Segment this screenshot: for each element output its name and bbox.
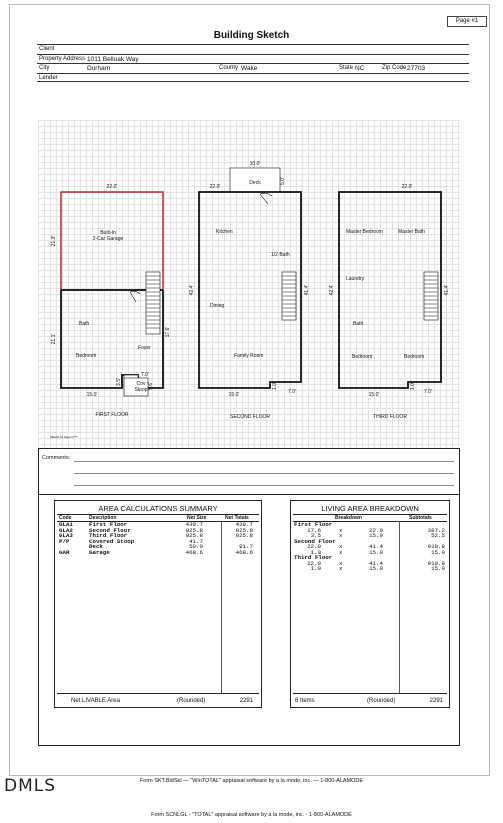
col-subtotals: Subtotals [409,515,432,521]
table-row: Third Floor [294,554,333,561]
page-title: Building Sketch [213,30,290,41]
city-label: City [39,65,50,71]
tf-dim-notch-w: 7.0' [424,389,432,395]
tf-caption: THIRD FLOOR [373,414,407,420]
ff-dim-left-bottom: 21.1' [51,333,57,345]
city-row [37,63,469,73]
floor-plan-sketch [38,120,460,448]
area-calc-title: AREA CALCULATIONS SUMMARY [98,504,218,513]
address-row [37,54,469,64]
sf-dim-notch-w: 7.0' [288,389,296,395]
ff-dim-top: 22.0' [106,184,118,190]
client-label: Client [39,46,55,52]
tf-master-bedroom: Master Bedroom [346,229,383,235]
tf-master-bath: Master Bath [398,229,425,235]
ff-dim-stoop-l: 3.5' [116,378,122,386]
living-area-breakdown [290,500,450,708]
third-floor-stairs [424,272,438,320]
comments-line [74,485,454,486]
sf-half-bath: 1/2 Bath [271,252,290,258]
zip-value: 27703 [407,65,426,72]
footer-rule [293,693,447,694]
address-label: Property Address [39,55,86,62]
sf-dim-right: 41.4' [304,284,310,296]
page-footer: Form SCNLGL - "TOTAL" appraisal software by a la mode, inc. - 1-800-ALAMODE [151,812,352,818]
net-livable-value: 2291 [239,698,253,704]
comments-label: Comments: [42,455,71,461]
table-row: Second Floor [294,537,336,545]
breakdown-total: 2291 [429,698,443,704]
mls-logo: DMLS [4,776,57,796]
ff-dim-left-top: 21.3' [51,235,57,247]
ff-dim-right: 17.6' [165,326,171,338]
col-net-size: Net Size [187,515,207,521]
ff-caption: FIRST FLOOR [95,412,129,418]
sf-dining: Dining [210,303,225,309]
table-row: P/P Covered Stoop 41.7 [59,537,203,545]
page-number: Page #1 [447,16,487,27]
sf-kitchen: Kitchen [216,229,233,235]
sf-caption: SECOND FLOOR [229,414,271,420]
ff-dim-stoop-r: 5.6' [148,382,154,390]
comments-section [38,448,460,496]
ff-garage-label-2: 2-Car Garage [92,236,124,242]
table-row: 22.0 x 41.4 910.8 [307,543,445,550]
first-floor-plan [51,184,171,418]
ff-bath: Bath [79,321,90,327]
sf-dim-deck-side: 5.0' [280,177,286,185]
second-floor-stairs [282,272,296,320]
sf-dim-left: 42.4' [189,284,195,296]
form-footer: Form SKT.BldSkI — "WinTOTAL" appraisal software by a la mode, inc. — 1-800-ALAMODE [139,778,364,784]
tf-bedroom-2: Bedroom [404,354,425,360]
net-livable-rounded: (Rounded) [177,698,206,704]
tf-bath: Bath [353,321,364,327]
county-value: Wake [241,65,258,72]
col-net-totals: Net Totals [225,515,249,521]
city-value: Durham [87,65,111,72]
second-floor-plan [189,161,310,420]
tf-dim-notch-h: 1.0' [410,382,416,390]
living-breakdown-title: LIVING AREA BREAKDOWN [321,504,419,513]
sf-deck: Deck [249,180,261,186]
sf-dim-bottom: 15.0' [228,392,240,398]
tf-laundry: Laundry [346,276,365,282]
county-label: County [219,65,239,71]
footer-rule [57,693,259,694]
area-calculations-summary [54,500,262,708]
table-row: GAR Garage 468.6 468.6 [59,548,253,556]
lender-label: Lender [39,74,58,81]
sketch-credit: Sketch by Apex IV™ [50,435,78,439]
comments-line [74,473,454,474]
table-row: GLA3 Third Floor 925.8 925.8 [59,532,253,539]
first-floor-stairs [146,272,160,334]
sf-dim-notch-h: 1.0' [272,382,278,390]
breakdown-rounded: (Rounded) [367,698,396,704]
zip-label: Zip Code [382,65,407,71]
col-description: Description [89,515,117,521]
table-row: 1.0 x 15.0 15.0 [310,548,445,556]
net-livable-label: Net LIVABLE Area [71,698,120,704]
table-row: First Floor [294,521,333,528]
col-breakdown: Breakdown [335,515,362,521]
ff-garage-label-1: Built-In [100,230,116,236]
table-row: GLA2 Second Floor 925.8 925.8 [59,526,253,534]
table-row: 22.0 x 41.4 910.8 [307,559,445,567]
ff-foyer: Foyer [138,345,151,351]
ff-dim-bottom: 15.0' [86,392,98,398]
ff-bedroom: Bedroom [76,353,97,359]
lender-row [37,73,469,83]
ff-dim-stoop-w: 7.0' [141,372,149,378]
tf-bedroom-1: Bedroom [352,354,373,360]
state-value: NC [355,65,365,72]
tf-dim-bottom: 15.0' [368,392,380,398]
items-count: 6 Items [295,698,315,704]
table-row: Deck 50.0 91.7 [89,543,253,550]
ff-stoop-2: Stoop [134,387,148,393]
state-label: State [339,65,354,71]
col-code: Code [59,515,72,521]
section-divider [38,494,460,495]
ff-stoop-1: Cov [136,381,146,387]
tf-dim-top: 22.0' [401,184,413,190]
client-row [37,44,469,54]
table-row: 17.6 x 22.0 387.2 [307,526,445,534]
sf-dim-deck-top: 10.0' [249,161,261,167]
sf-family-room: Family Room [234,353,264,359]
sf-dim-top: 22.0' [209,184,221,190]
property-header [37,44,469,82]
tf-dim-left: 42.4' [329,284,335,296]
comments-line [74,461,454,462]
third-floor-plan [329,184,450,420]
door-swing [130,291,140,302]
table-row: 1.0 x 15.0 15.0 [310,565,445,572]
deck-door-swing [260,193,272,204]
tf-dim-right: 41.4' [444,284,450,296]
table-row: GLA1 First Floor 439.7 439.7 [59,521,253,528]
address-value: 1011 Belloak Way [87,55,139,63]
table-row: 3.5 x 15.0 52.5 [310,532,445,539]
